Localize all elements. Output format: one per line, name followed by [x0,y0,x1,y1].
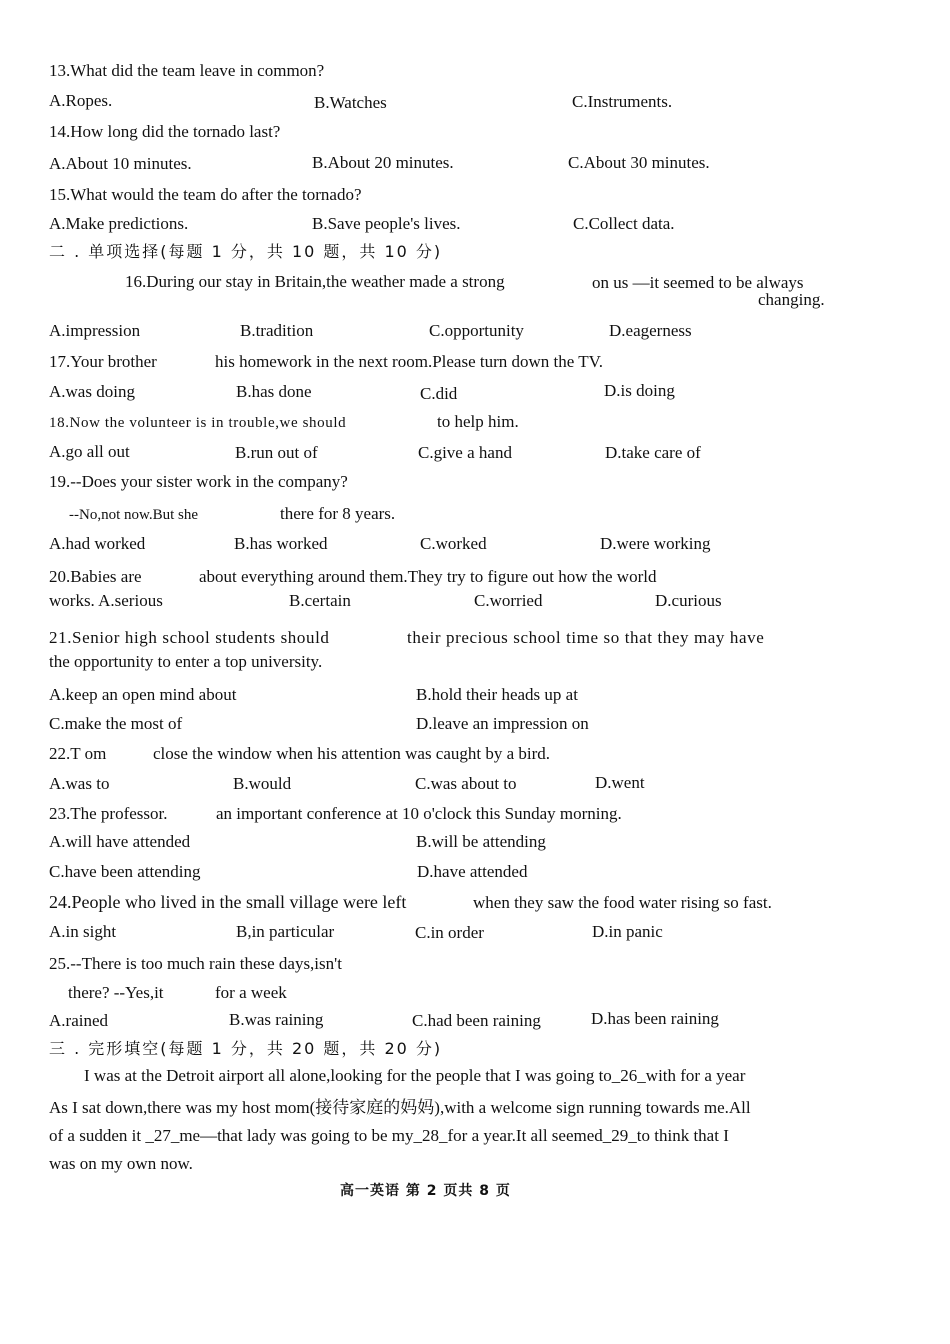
q14-option-a: A.About 10 minutes. [49,154,192,173]
q15-option-c: C.Collect data. [573,214,675,233]
q19-option-b: B.has worked [234,534,328,553]
q23-option-c: C.have been attending [49,862,201,881]
q21-option-c: C.make the most of [49,714,183,733]
passage-line-3: of a sudden it _27_me—that lady was going to be my_28_for a year.It all seemed_29_to think that I [49,1126,729,1145]
q17-stem-part1: 17.Your brother [49,352,157,371]
q16-option-b: B.tradition [240,321,314,340]
q15-stem: 15.What would the team do after the tornado? [49,185,362,204]
q18-option-d: D.take care of [605,443,701,462]
q17-option-d: D.is doing [604,381,675,400]
q23-option-a: A.will have attended [49,832,191,851]
passage-line-2: As I sat down,there was my host mom(接待家庭的妈妈),with a welcome sign running towards me.All [49,1098,751,1117]
q16-option-c: C.opportunity [429,321,524,340]
q16-stem-part3: changing. [758,290,825,309]
q21-stem-part2: their precious school time so that they may have [407,628,765,647]
q21-line2: the opportunity to enter a top university. [49,652,323,671]
q24-stem-part2: when they saw the food water rising so fast. [473,893,772,912]
q16-option-a: A.impression [49,321,141,340]
q25-option-b: B.was raining [229,1010,324,1029]
q25-line2-part1: there? --Yes,it [68,983,164,1002]
q24-option-c: C.in order [415,923,484,942]
q18-stem-part2: to help him. [437,412,519,431]
q19-stem: 19.--Does your sister work in the company? [49,472,348,491]
q19-option-a: A.had worked [49,534,146,553]
q13-option-c: C.Instruments. [572,92,673,111]
q16-option-d: D.eagerness [609,321,692,340]
q14-stem: 14.How long did the tornado last? [49,122,281,141]
q25-option-c: C.had been raining [412,1011,541,1030]
q20-stem-part2: about everything around them.They try to figure out how the world [199,567,657,586]
q20-stem-part1: 20.Babies are [49,567,142,586]
q17-option-b: B.has done [236,382,312,401]
passage-line-1: I was at the Detroit airport all alone,looking for the people that I was going to_26_with for a year [84,1066,746,1085]
q18-option-a: A.go all out [49,442,130,461]
q20-line2: works. A.serious [49,591,163,610]
q25-line2-part2: for a week [215,983,287,1002]
q19-line2-part2: there for 8 years. [280,504,396,523]
q16-stem-part2: on us —it seemed to be always [592,273,804,292]
section-two-heading: 二 . 单项选择(每题 1 分，共 10 题，共 10 分) [49,242,443,261]
q14-option-c: C.About 30 minutes. [568,153,710,172]
q17-stem-part2: his homework in the next room.Please turn down the TV. [215,352,603,371]
q22-stem-part1: 22.T om [49,744,107,763]
q20-option-d: D.curious [655,591,722,610]
q13-option-a: A.Ropes. [49,91,113,110]
page-footer: 高一英语 第 2 页共 8 页 [340,1183,511,1199]
q21-option-a: A.keep an open mind about [49,685,237,704]
q15-option-a: A.Make predictions. [49,214,189,233]
q21-option-d: D.leave an impression on [416,714,589,733]
q22-option-a: A.was to [49,774,110,793]
q18-option-c: C.give a hand [418,443,512,462]
q22-option-d: D.went [595,773,645,792]
q17-option-a: A.was doing [49,382,135,401]
q20-option-b: B.certain [289,591,351,610]
q19-option-c: C.worked [420,534,487,553]
q19-line2-part1: --No,not now.But she [69,507,199,523]
q15-option-b: B.Save people's lives. [312,214,461,233]
q22-stem-part2: close the window when his attention was caught by a bird. [153,744,551,763]
q16-stem-part1: 16.During our stay in Britain,the weather made a strong [125,272,505,291]
passage-line-4: was on my own now. [49,1154,193,1173]
q24-option-a: A.in sight [49,922,117,941]
q22-option-b: B.would [233,774,292,793]
q23-stem-part2: an important conference at 10 o'clock this Sunday morning. [216,804,622,823]
q24-option-b: B,in particular [236,922,335,941]
q21-stem-part1: 21.Senior high school students should [49,628,330,647]
q13-stem: 13.What did the team leave in common? [49,61,325,80]
q13-option-b: B.Watches [314,93,387,112]
q25-option-a: A.rained [49,1011,109,1030]
q23-option-d: D.have attended [417,862,528,881]
q23-option-b: B.will be attending [416,832,546,851]
q25-stem: 25.--There is too much rain these days,isn't [49,954,342,973]
q18-stem-part1: 18.Now the volunteer is in trouble,we should [49,415,347,431]
q21-option-b: B.hold their heads up at [416,685,578,704]
q14-option-b: B.About 20 minutes. [312,153,454,172]
q19-option-d: D.were working [600,534,711,553]
q25-option-d: D.has been raining [591,1009,719,1028]
section-three-heading: 三 . 完形填空(每题 1 分，共 20 题，共 20 分) [49,1039,443,1058]
q17-option-c: C.did [420,384,458,403]
q24-stem-part1: 24.People who lived in the small village were left [49,892,407,912]
q24-option-d: D.in panic [592,922,663,941]
q20-option-c: C.worried [474,591,543,610]
q22-option-c: C.was about to [415,774,517,793]
q18-option-b: B.run out of [235,443,318,462]
q23-stem-part1: 23.The professor. [49,804,168,823]
